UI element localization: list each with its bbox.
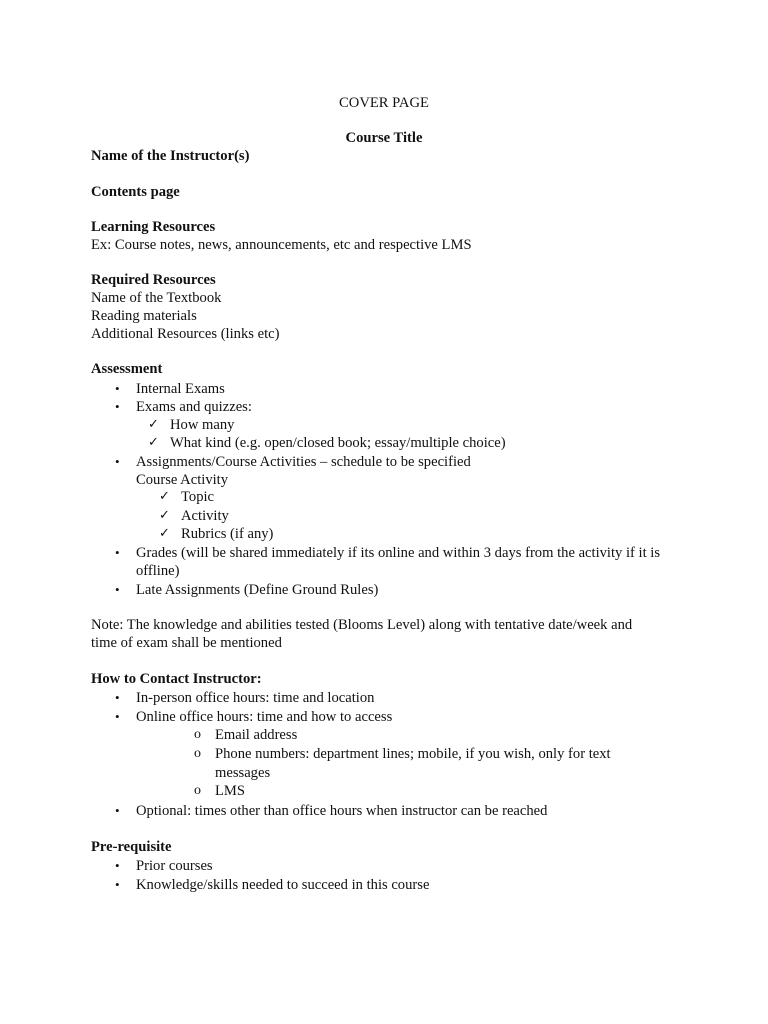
bullet-icon: •	[115, 709, 120, 724]
circle-bullet-icon: o	[194, 727, 201, 742]
bullet-icon: •	[115, 545, 120, 560]
activity-detail-item: Rubrics (if any)	[181, 526, 274, 542]
assessment-item: Grades (will be shared immediately if its online and within 3 days from the activity if it is	[136, 545, 661, 561]
prerequisite-item: Prior courses	[136, 858, 213, 874]
course-activity-label: Course Activity	[136, 472, 229, 488]
activity-detail-item: Topic	[181, 489, 215, 505]
required-resource-item: Name of the Textbook	[91, 290, 222, 306]
exam-detail-item: What kind (e.g. open/closed book; essay/multiple choice)	[170, 435, 506, 451]
assessment-heading: Assessment	[91, 361, 163, 377]
required-resource-item: Additional Resources (links etc)	[91, 326, 280, 342]
checkmark-icon: ✓	[159, 508, 170, 523]
assessment-item: Late Assignments (Define Ground Rules)	[136, 582, 379, 598]
contact-subitem: Phone numbers: department lines; mobile, if you wish, only for text	[215, 746, 611, 762]
contact-subitem: Email address	[215, 727, 298, 743]
assessment-item: Internal Exams	[136, 381, 225, 397]
contact-item: In-person office hours: time and location	[136, 690, 375, 706]
circle-bullet-icon: o	[194, 783, 201, 798]
learning-resources-heading: Learning Resources	[91, 219, 216, 235]
contact-item: Online office hours: time and how to access	[136, 709, 393, 725]
exam-detail-item: How many	[170, 417, 235, 433]
activity-detail-item: Activity	[181, 508, 229, 524]
instructor-name-heading: Name of the Instructor(s)	[91, 148, 250, 164]
phone-continuation: messages	[215, 765, 271, 781]
contact-subitem: LMS	[215, 783, 246, 799]
contents-page-heading: Contents page	[91, 184, 180, 200]
bullet-icon: •	[115, 399, 120, 414]
course-title: Course Title	[345, 130, 423, 146]
bullet-icon: •	[115, 877, 120, 892]
assessment-item: Exams and quizzes:	[136, 399, 252, 415]
prerequisite-item: Knowledge/skills needed to succeed in this course	[136, 877, 430, 893]
contact-item: Optional: times other than office hours when instructor can be reached	[136, 803, 548, 819]
checkmark-icon: ✓	[148, 435, 159, 450]
assessment-item: Assignments/Course Activities – schedule to be specified	[136, 454, 471, 470]
required-resources-heading: Required Resources	[91, 272, 216, 288]
checkmark-icon: ✓	[159, 526, 170, 541]
note-text: Note: The knowledge and abilities tested (Blooms Level) along with tentative date/week and	[91, 617, 633, 633]
page-title: COVER PAGE	[339, 95, 429, 111]
learning-resources-text: Ex: Course notes, news, announcements, etc and respective LMS	[91, 237, 472, 253]
bullet-icon: •	[115, 858, 120, 873]
circle-bullet-icon: o	[194, 746, 201, 761]
note-text: time of exam shall be mentioned	[91, 635, 282, 651]
bullet-icon: •	[115, 454, 120, 469]
prerequisite-heading: Pre-requisite	[91, 839, 172, 855]
checkmark-icon: ✓	[159, 489, 170, 504]
grades-continuation: offline)	[136, 563, 180, 579]
bullet-icon: •	[115, 690, 120, 705]
bullet-icon: •	[115, 803, 120, 818]
required-resource-item: Reading materials	[91, 308, 197, 324]
contact-heading: How to Contact Instructor:	[91, 671, 262, 687]
checkmark-icon: ✓	[148, 417, 159, 432]
bullet-icon: •	[115, 582, 120, 597]
bullet-icon: •	[115, 381, 120, 396]
